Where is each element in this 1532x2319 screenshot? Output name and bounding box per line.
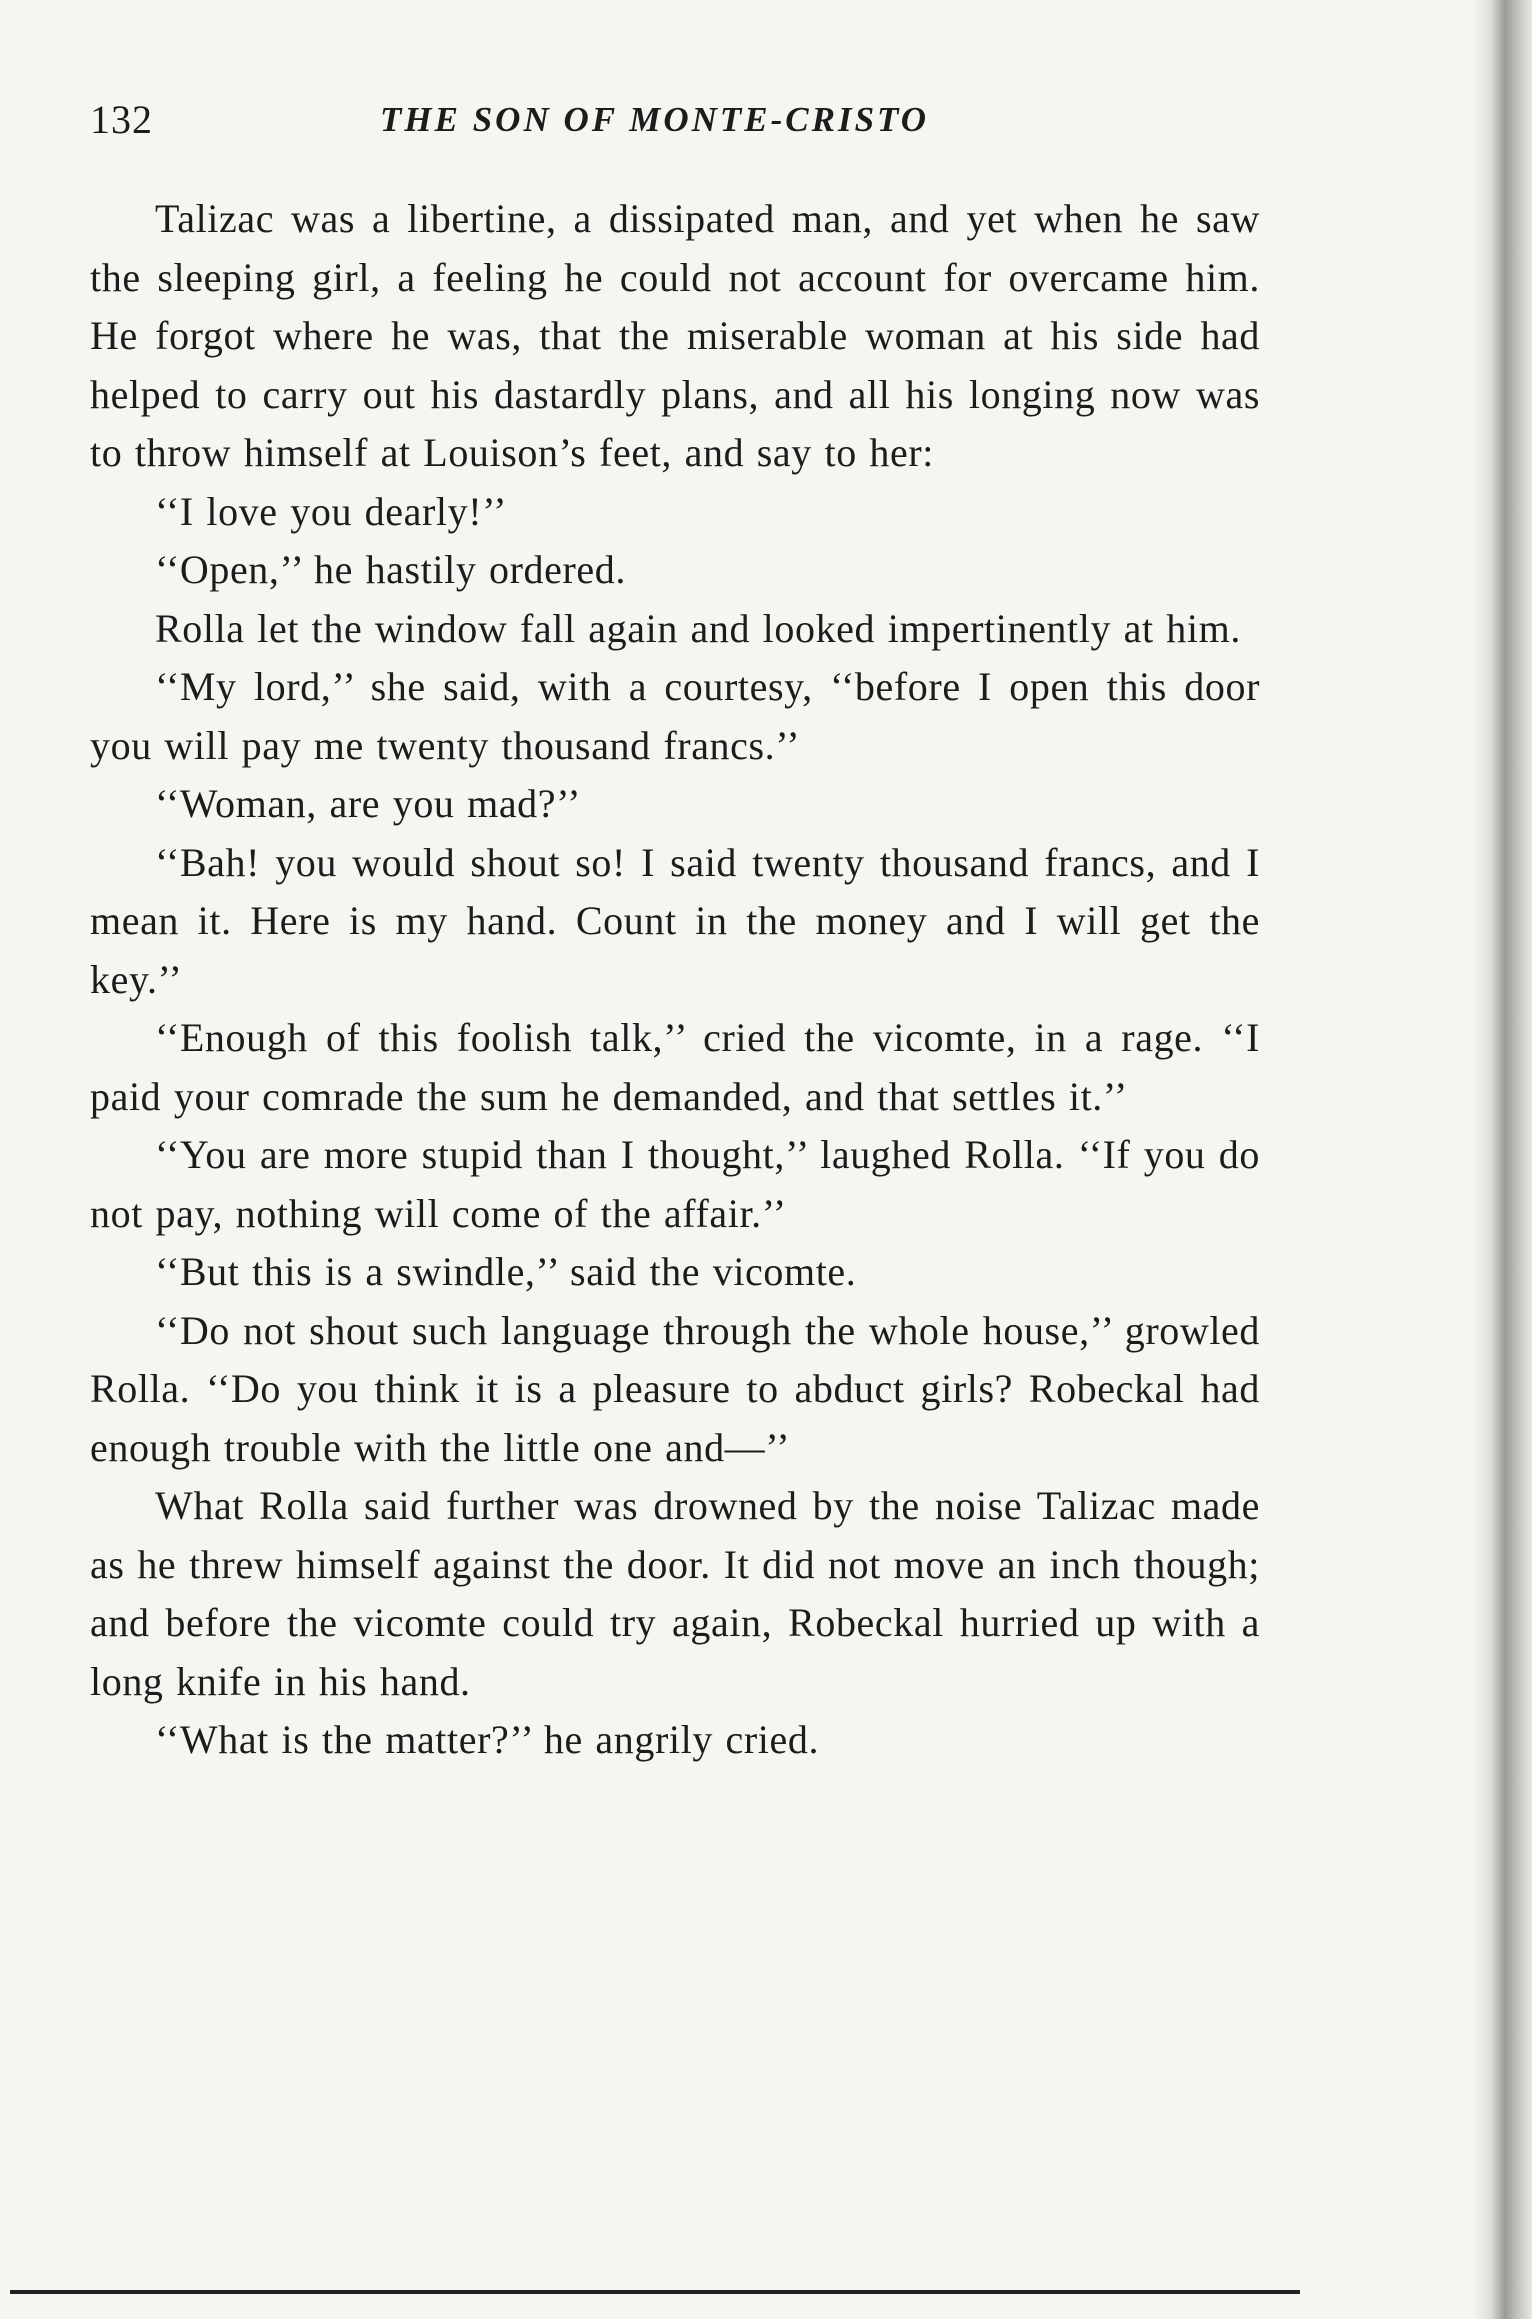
paragraph: ‘‘But this is a swindle,’’ said the vicomte.	[155, 1249, 857, 1294]
paragraph: What Rolla said further was drowned by the noise Talizac made as he threw himself against the door. It did not move an inch though; and before the vicomte could try again, Robeckal hurried up with a long knife in his hand.	[90, 1483, 1260, 1704]
page-edge-shadow	[1472, 0, 1532, 2319]
body-text	[90, 190, 1260, 1770]
paragraph: ‘‘You are more stupid than I thought,’’ laughed Rolla. ‘‘If you do not pay, nothing will come of the affair.’’	[90, 1132, 1260, 1236]
paragraph: ‘‘My lord,’’ she said, with a courtesy, ‘‘before I open this door you will pay me twenty thousand francs.’’	[90, 664, 1260, 768]
paragraph: ‘‘I love you dearly!’’	[155, 488, 507, 534]
running-title: THE SON OF MONTE-CRISTO	[380, 100, 930, 139]
page-number: 132	[90, 97, 153, 142]
paragraph: ‘‘Woman, are you mad?’’	[155, 781, 582, 826]
bottom-rule	[10, 2290, 1300, 2294]
paragraph: ‘‘Bah! you would shout so! I said twenty thousand francs, and I mean it. Here is my hand. Count in the money and I will get the key.’’	[90, 839, 1260, 1002]
paragraph: ‘‘Enough of this foolish talk,’’ cried the vicomte, in a rage. ‘‘I paid your comrade the sum he demanded, and that settles it.’’	[90, 1015, 1260, 1119]
paragraph: Rolla let the window fall again and looked impertinently at him.	[155, 605, 1241, 651]
paragraph: Talizac was a libertine, a dissipated man, and yet when he saw the sleeping girl, a feeling he could not account for overcame him. He forgot where he was, that the miserable woman at his side had helped to carry out his dastardly plans, and all his longing now was to throw himself at Louison’s feet, and say to her:	[90, 196, 1260, 475]
paragraph: ‘‘What is the matter?’’ he angrily cried.	[155, 1717, 820, 1762]
page-header	[90, 96, 1290, 156]
paragraph: ‘‘Do not shout such language through the whole house,’’ growled Rolla. ‘‘Do you think it is a pleasure to abduct girls? Robeckal had enough trouble with the little one and—’’	[90, 1307, 1260, 1470]
paragraph: ‘‘Open,’’ he hastily ordered.	[155, 547, 626, 592]
